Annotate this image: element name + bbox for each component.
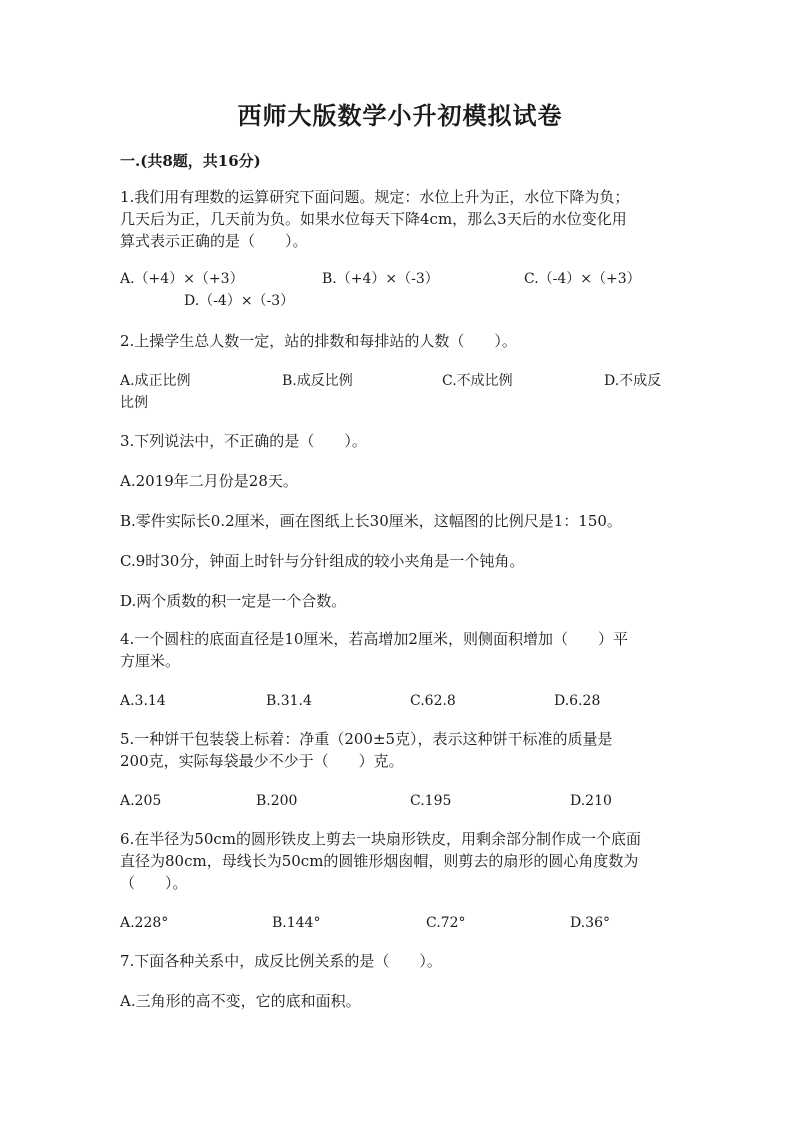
question-5-options: [120, 790, 680, 812]
question-4-line-2: 方厘米。: [120, 652, 181, 670]
question-1-options: [120, 268, 680, 290]
question-6-line-1: 6.在半径为50cm的圆形铁皮上剪去一块扇形铁皮，用剩余部分制作成一个底面: [120, 830, 642, 848]
question-6-line-3: （ ）。: [120, 874, 188, 892]
question-6-options: [120, 912, 680, 934]
option-b: B.（+4）×（-3）: [322, 271, 439, 287]
question-1-line-3: 算式表示正确的是（ ）。: [120, 232, 308, 250]
option-a: A.228°: [120, 915, 169, 931]
question-5-line-1: 5.一种饼干包装袋上标着：净重（200±5克），表示这种饼干标准的质量是: [120, 730, 613, 748]
option-a: A.三角形的高不变，它的底和面积。: [120, 992, 361, 1010]
option-c: C.62.8: [410, 693, 456, 709]
option-d: D.（-4）×（-3）: [184, 293, 295, 309]
question-3: [120, 430, 680, 452]
option-c: C.195: [410, 793, 452, 809]
question-4-options: [120, 690, 680, 712]
option-a: A.（+4）×（+3）: [120, 271, 244, 287]
question-1-options-row-2: [120, 290, 680, 312]
option-c: C.9时30分，钟面上时针与分针组成的较小夹角是一个钝角。: [120, 552, 525, 570]
page-title: 西师大版数学小升初模拟试卷: [237, 101, 563, 130]
question-5: [120, 728, 680, 772]
option-c: C.不成比例: [442, 373, 513, 389]
question-2-options-wrap: [120, 392, 680, 414]
question-7: [120, 950, 680, 972]
option-d-wrap: 比例: [120, 395, 148, 411]
question-1: [120, 186, 680, 252]
option-b: B.31.4: [266, 693, 312, 709]
option-a: A.3.14: [120, 693, 166, 709]
question-1-line-1: 1.我们用有理数的运算研究下面问题。规定：水位上升为正，水位下降为负；: [120, 188, 630, 206]
question-7-line-1: 7.下面各种关系中，成反比例关系的是（ ）。: [120, 952, 442, 970]
question-1-line-2: 几天后为正，几天前为负。如果水位每天下降4cm，那么3天后的水位变化用: [120, 210, 627, 228]
option-d: D.两个质数的积一定是一个合数。: [120, 592, 347, 610]
question-2: [120, 330, 680, 352]
option-b: B.成反比例: [282, 373, 353, 389]
option-c: C.（-4）×（+3）: [524, 271, 641, 287]
section-heading: 一.(共8题，共16分): [120, 152, 261, 170]
option-a: A.205: [120, 793, 162, 809]
option-b: B.144°: [272, 915, 321, 931]
question-6: [120, 828, 680, 894]
option-b: B.200: [256, 793, 298, 809]
question-5-line-2: 200克，实际每袋最少不少于（ ）克。: [120, 752, 404, 770]
question-2-options: [120, 370, 680, 392]
option-d: D.210: [570, 793, 612, 809]
option-d: D.6.28: [554, 693, 601, 709]
question-4: [120, 628, 680, 672]
option-d: D.36°: [570, 915, 610, 931]
option-c: C.72°: [426, 915, 466, 931]
question-4-line-1: 4.一个圆柱的底面直径是10厘米，若高增加2厘米，则侧面积增加（ ）平: [120, 630, 628, 648]
option-a: A.成正比例: [120, 373, 191, 389]
option-a: A.2019年二月份是28天。: [120, 472, 298, 490]
option-d: D.不成反: [604, 373, 662, 389]
question-2-line-1: 2.上操学生总人数一定，站的排数和每排站的人数（ ）。: [120, 332, 517, 350]
question-6-line-2: 直径为80cm，母线长为50cm的圆锥形烟囱帽，则剪去的扇形的圆心角度数为: [120, 852, 639, 870]
option-b: B.零件实际长0.2厘米，画在图纸上长30厘米，这幅图的比例尺是1：150。: [120, 512, 622, 530]
question-3-line-1: 3.下列说法中，不正确的是（ ）。: [120, 432, 367, 450]
